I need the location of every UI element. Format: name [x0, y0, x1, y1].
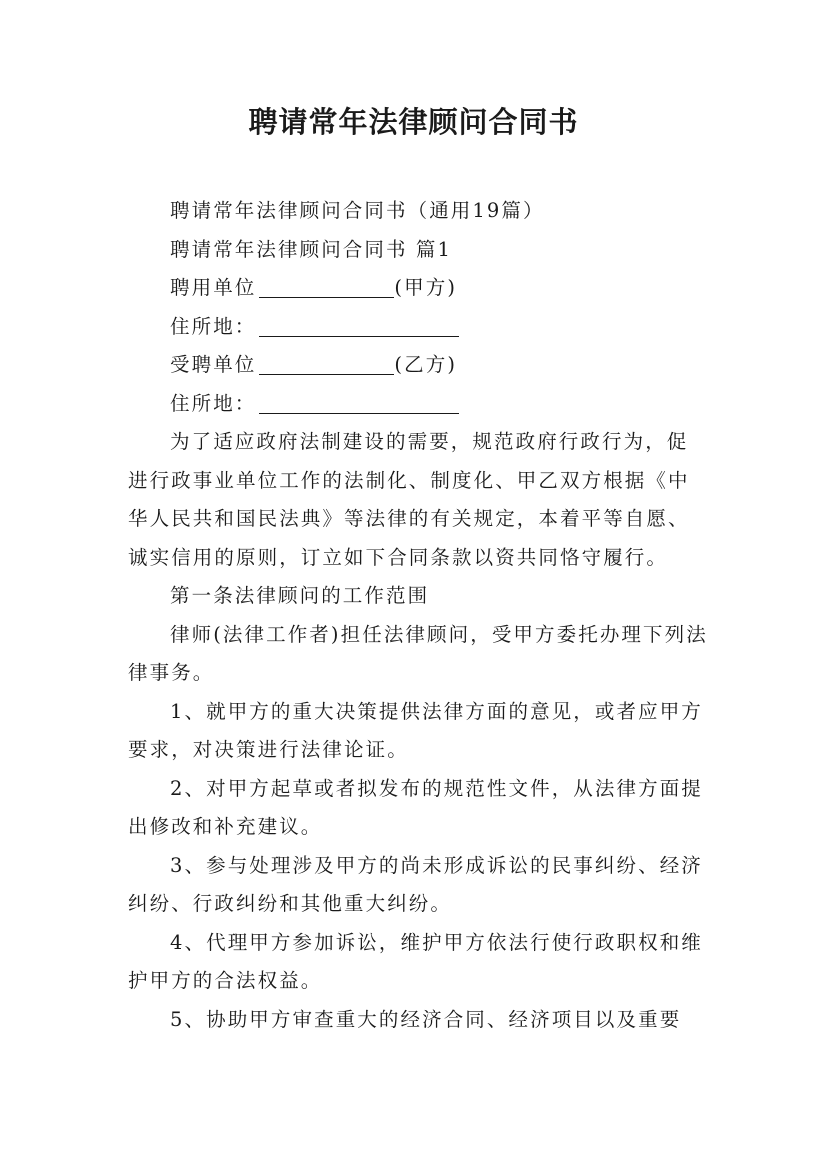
employer-label: 聘用单位: [170, 276, 257, 299]
intro-paragraph: 为了适应政府法制建设的需要，规范政府行政行为，促进行政事业单位工作的法制化、制度化、甲乙双方根据《中华人民共和国民法典》等法律的有关规定，本着平等自愿、诚实信用的原则，订立如下合同条款以资共同恪守履行。: [128, 430, 690, 569]
article-1-intro: 律师(法律工作者)担任法律顾问，受甲方委托办理下列法律事务。: [128, 622, 708, 684]
article-1-title: 第一条法律顾问的工作范围: [170, 584, 430, 607]
employer-suffix: (甲方): [394, 276, 458, 299]
article-1-item-3: 3、参与处理涉及甲方的尚未形成诉讼的民事纠纷、经济纠纷、行政纠纷和其他重大纠纷。: [128, 853, 703, 915]
employer-blank-line: [259, 275, 394, 298]
contractor-suffix: (乙方): [394, 353, 458, 376]
contractor-label: 受聘单位: [170, 353, 257, 376]
article-1-item-1: 1、就甲方的重大决策提供法律方面的意见，或者应甲方要求，对决策进行法律论证。: [128, 699, 703, 761]
contractor-blank-line: [259, 352, 394, 375]
contractor-field-row: [128, 346, 708, 385]
section-heading: 聘请常年法律顾问合同书 篇1: [170, 237, 453, 261]
contractor-address-blank-line: [259, 391, 459, 414]
employer-address-row: [128, 308, 708, 347]
employer-address-blank-line: [259, 314, 459, 337]
contractor-address-row: [128, 385, 708, 424]
employer-field-row: [128, 269, 708, 308]
article-1-item-4: 4、代理甲方参加诉讼，维护甲方依法行使行政职权和维护甲方的合法权益。: [128, 930, 703, 992]
article-1-item-2: 2、对甲方起草或者拟发布的规范性文件，从法律方面提出修改和补充建议。: [128, 776, 703, 838]
article-1-item-5: 5、协助甲方审查重大的经济合同、经济项目以及重要: [170, 1007, 682, 1031]
address-label: 住所地：: [170, 391, 257, 415]
address-label: 住所地：: [170, 314, 257, 338]
document-title: 聘请常年法律顾问合同书: [248, 105, 579, 139]
document-subtitle: 聘请常年法律顾问合同书（通用19篇）: [170, 199, 545, 222]
document-body: [128, 192, 708, 1039]
